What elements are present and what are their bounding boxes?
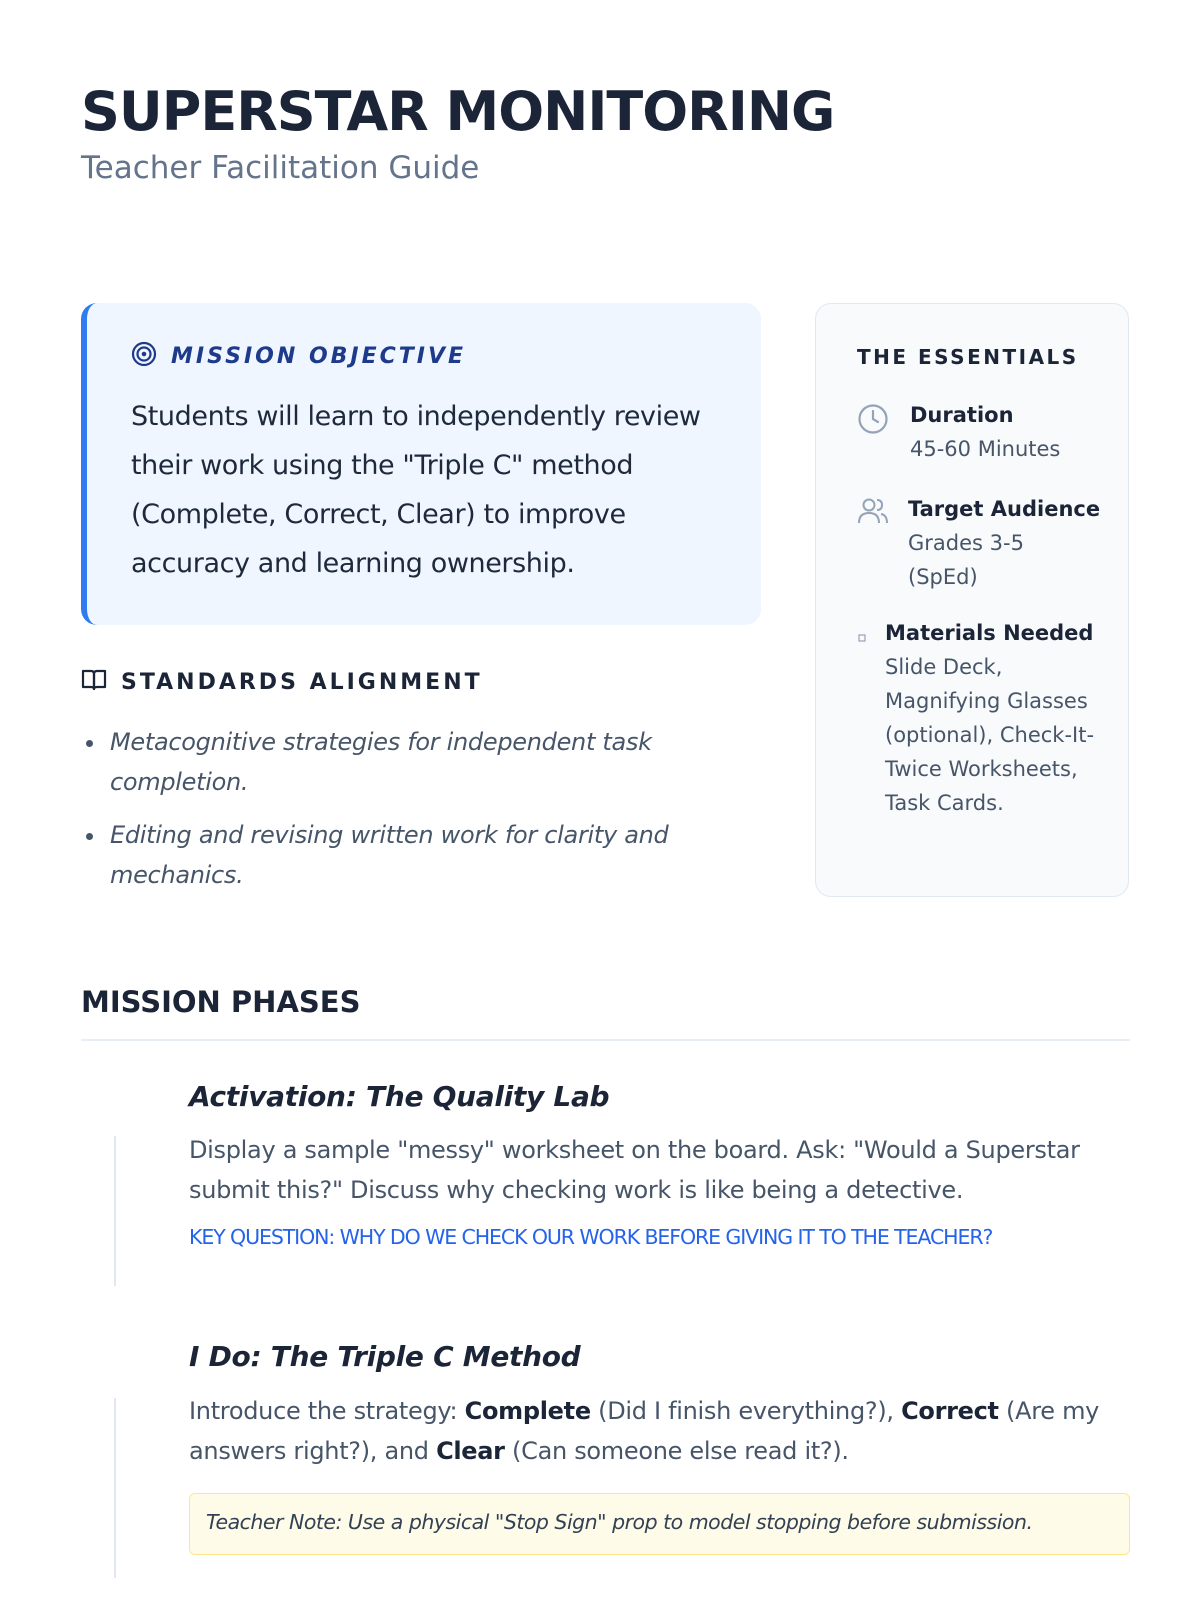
divider	[81, 1039, 1130, 1041]
objective-header	[131, 341, 466, 372]
audience-value: Grades 3-5 (SpEd)	[908, 531, 1024, 589]
teacher-note: Teacher Note: Use a physical "Stop Sign" prop to model stopping before submission.	[189, 1493, 1130, 1555]
essential-audience	[857, 492, 1101, 594]
users-icon	[857, 496, 889, 531]
standards-list	[81, 722, 721, 908]
phase-title: Activation: The Quality Lab	[189, 1080, 610, 1113]
key-question: KEY QUESTION: WHY DO WE CHECK OUR WORK BEFORE GIVING IT TO THE TEACHER?	[189, 1225, 993, 1249]
phase-description: Introduce the strategy: Complete (Did I finish everything?), Correct (Are my answers right?), and Clear (Can someone else read it?).	[189, 1397, 1100, 1465]
target-icon	[131, 341, 157, 372]
phase-title: I Do: The Triple C Method	[189, 1340, 581, 1373]
essential-duration	[857, 398, 1097, 466]
essentials-card	[815, 303, 1129, 897]
duration-value: 45-60 Minutes	[910, 437, 1061, 461]
objective-text: Students will learn to independently review their work using the "Triple C" method (Complete, Correct, Clear) to improve accuracy and learning ownership.	[131, 401, 701, 579]
phase-timeline-line	[114, 1398, 116, 1578]
phase-description: Display a sample "messy" worksheet on the board. Ask: "Would a Superstar submit this?" Discuss why checking work is like being a detective.	[189, 1136, 1080, 1204]
mission-objective-card	[81, 303, 761, 625]
essentials-title: THE ESSENTIALS	[857, 345, 1079, 369]
essential-materials	[857, 616, 1097, 820]
clock-icon	[857, 403, 889, 440]
phase-timeline-line	[114, 1136, 116, 1286]
objective-label: MISSION OBJECTIVE	[171, 344, 467, 369]
page-subtitle: Teacher Facilitation Guide	[81, 150, 480, 186]
audience-label: Target Audience	[908, 497, 1101, 521]
standards-label: STANDARDS ALIGNMENT	[121, 670, 483, 695]
page-title: SUPERSTAR MONITORING	[81, 80, 835, 143]
phases-heading: MISSION PHASES	[81, 985, 361, 1019]
list-item: Editing and revising written work for clarity and mechanics.	[81, 815, 721, 895]
materials-value: Slide Deck, Magnifying Glasses (optional), Check-It-Twice Worksheets, Task Cards.	[885, 655, 1095, 815]
package-icon	[857, 630, 867, 648]
standards-header	[81, 668, 483, 697]
duration-label: Duration	[910, 403, 1014, 427]
list-item: Metacognitive strategies for independent task completion.	[81, 722, 721, 802]
book-open-icon	[81, 668, 107, 697]
materials-label: Materials Needed	[885, 621, 1094, 645]
